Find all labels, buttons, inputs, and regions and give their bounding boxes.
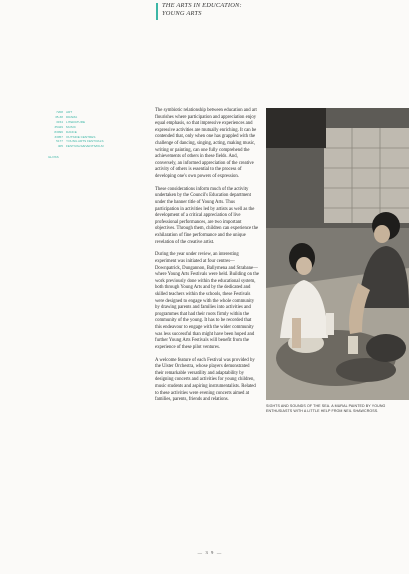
index-code: 35429 [54, 124, 63, 129]
index-label: DRAMA [66, 114, 78, 119]
index-label: FESTIVALS/EVENTS/FILM [66, 144, 104, 149]
index-label: LITERATURE [66, 119, 86, 124]
index-footer: GLOSS [48, 155, 59, 160]
index-code: 405 [57, 144, 63, 149]
index-code: 33957 [54, 134, 63, 139]
body-paragraph: The symbiotic relationship between education and art flourishes where participation and appreciation enjoy equal emphasis, so that impressive experiences and expressive activities are mutually enriching. It can be contended that, only when one has grappled with the challenge of dancing, singing, acting, making music, writing or painting, can one fully comprehend the achievements of others in these fields. And, conversely, an informed appreciation of the creative activity of others is essential to the process of developing one's own powers of expression. [155, 108, 257, 179]
category-index [44, 110, 126, 160]
mural-photo [266, 108, 409, 400]
photo-caption: SIGHTS AND SOUNDS OF THE SEA. A MURAL PAINTED BY YOUNG ENTHUSIASTS WITH A LITTLE HELP FROM NEIL SHAWCROSS. [266, 404, 386, 413]
mural-photo-illustration [266, 108, 409, 400]
index-label: OUTSIDE CENTRES [66, 134, 96, 139]
body-text-column [155, 108, 259, 410]
index-code: 5177 [56, 139, 63, 144]
index-label: ART [66, 110, 73, 114]
index-code: 35-38 [55, 114, 63, 119]
header-accent-rule [156, 3, 158, 20]
body-paragraph: A welcome feature of each Festival was provided by the Ulster Orchestra, whose players demonstrated their remarkable versatility and adaptability by designing concerts and activities for young children, music students and aspiring instrumentalists. Related to these activities were evening concerts aimed at families, parents, friends and relations. [155, 357, 256, 403]
page-number: — 3 9 — [197, 550, 223, 555]
index-label: YOUNG ARTS FESTIVALS [66, 139, 104, 144]
section-header-line-1: THE ARTS IN EDUCATION: [162, 2, 242, 9]
body-paragraph: These considerations inform much of the activity undertaken by the Council's Education department under the banner title of Young Arts. Thus participation in activities led by artists as well as the development of a critical appreciation of live professional performances, are two important objectives. Through them, children can experience the exhilaration of fine performance and the unique revelation of the creative artist. [155, 186, 259, 245]
body-paragraph: During the year under review, an interesting experiment was initiated at four centres—Downpatrick, Dungannon, Ballymena and Strabane—where Young Arts Festivals were held. Building on the work previously done within the educational system, both through Young Arts and by the dedicated and skilled teachers within the schools, these Festivals were designed to engage with the whole community by drawing parents and families into activities and programmes that had their roots firmly within the community of the young. It has to be recorded that this endeavour to engage with the wider community was less successful than might have been hoped and further Young Arts Festivals will benefit from the experience of these pilot ventures. [155, 252, 259, 350]
index-code: 3154 [56, 119, 63, 124]
index-row [44, 144, 126, 149]
index-label: DANCE [66, 129, 77, 134]
index-code: 83996 [54, 129, 63, 134]
index-label: MUSIC [66, 124, 76, 129]
section-header-line-2: YOUNG ARTS [162, 10, 202, 17]
index-code: 7208 [56, 110, 63, 114]
section-header [162, 2, 362, 18]
